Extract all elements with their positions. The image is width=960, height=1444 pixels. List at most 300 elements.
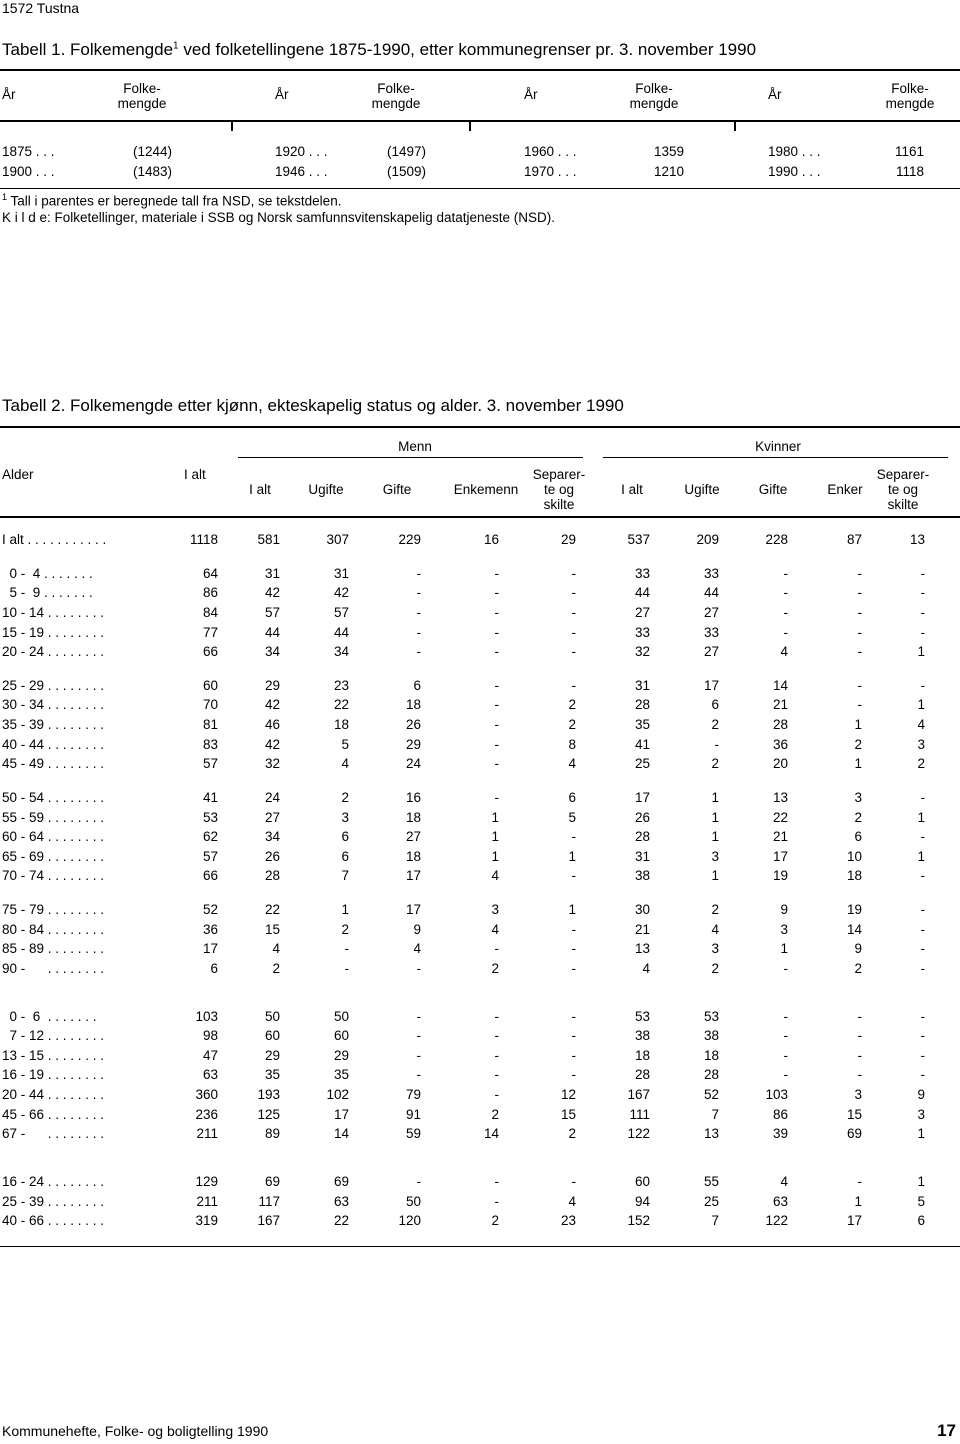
table-cell: - bbox=[494, 756, 499, 772]
table-cell: 33 bbox=[634, 624, 650, 640]
table-cell: - bbox=[857, 624, 862, 640]
table-cell: 1 bbox=[568, 902, 576, 918]
table2-col-total: I alt bbox=[184, 467, 206, 482]
table-cell: 5 bbox=[917, 1193, 925, 1209]
table-cell: 33 bbox=[703, 624, 719, 640]
table-cell: 60 bbox=[202, 677, 218, 693]
table-cell: 84 bbox=[202, 604, 218, 620]
table-cell: 26 bbox=[405, 717, 421, 733]
table-cell: 5 bbox=[568, 809, 576, 825]
table-cell: 13 bbox=[772, 789, 788, 805]
table1-year-cell: 1900 . . . bbox=[2, 164, 55, 179]
table1-title bbox=[2, 40, 756, 60]
table2-subheader-line: Separer- bbox=[532, 467, 586, 482]
table-cell: 6 bbox=[341, 848, 349, 864]
table-cell: 44 bbox=[703, 585, 719, 601]
table-row bbox=[0, 1213, 960, 1231]
table-cell: 87 bbox=[846, 532, 862, 547]
table-cell: 14 bbox=[483, 1126, 499, 1142]
table-cell: 6 bbox=[917, 1213, 925, 1229]
age-group-label: 40 - 44 . . . . . . . . bbox=[2, 736, 105, 752]
table1-year-cell: 1970 . . . bbox=[524, 164, 577, 179]
age-group-label: 0 - 6 . . . . . . . bbox=[2, 1008, 97, 1024]
table-cell: 66 bbox=[202, 868, 218, 884]
table-cell: 2 bbox=[341, 921, 349, 937]
table-cell: 22 bbox=[333, 697, 349, 713]
table-cell: 1 bbox=[711, 829, 719, 845]
table2-subheader-line: I alt bbox=[621, 482, 643, 497]
table-cell: 17 bbox=[405, 902, 421, 918]
table-cell: 22 bbox=[333, 1213, 349, 1229]
table-cell: - bbox=[783, 624, 788, 640]
table-cell: 53 bbox=[634, 1008, 650, 1024]
table-cell: - bbox=[416, 1047, 421, 1063]
table-cell: 31 bbox=[264, 565, 280, 581]
table-cell: - bbox=[571, 1067, 576, 1083]
table-cell: 15 bbox=[560, 1106, 576, 1122]
table-cell: 17 bbox=[634, 789, 650, 805]
table-cell: 31 bbox=[634, 848, 650, 864]
table-cell: 18 bbox=[333, 717, 349, 733]
table-cell: 211 bbox=[196, 1193, 218, 1209]
table-cell: 10 bbox=[846, 848, 862, 864]
table2-subheader-line: Ugifte bbox=[308, 482, 344, 497]
age-group-label: 60 - 64 . . . . . . . . bbox=[2, 829, 105, 845]
table-cell: 27 bbox=[405, 829, 421, 845]
table-cell: - bbox=[920, 677, 925, 693]
table2-subheader-line: te og bbox=[887, 482, 919, 497]
page-header: 1572 Tustna bbox=[2, 0, 80, 16]
age-group-label: 5 - 9 . . . . . . . bbox=[2, 585, 93, 601]
table-cell: - bbox=[920, 941, 925, 957]
table-cell: 3 bbox=[854, 789, 862, 805]
table-cell: 4 bbox=[917, 717, 925, 733]
table-cell: - bbox=[494, 697, 499, 713]
table-cell: 55 bbox=[703, 1174, 719, 1190]
table-row bbox=[0, 922, 960, 940]
table-cell: 2 bbox=[711, 756, 719, 772]
age-group-label: 25 - 39 . . . . . . . . bbox=[2, 1193, 105, 1209]
table-cell: 25 bbox=[634, 756, 650, 772]
table1-column-tick bbox=[734, 122, 736, 131]
table-cell: - bbox=[571, 604, 576, 620]
table-cell: 42 bbox=[264, 736, 280, 752]
table2-col-age: Alder bbox=[2, 467, 34, 482]
table2-group-women: Kvinner bbox=[755, 439, 801, 454]
table-cell: 1 bbox=[491, 829, 499, 845]
table-cell: - bbox=[494, 585, 499, 601]
table-cell: 38 bbox=[703, 1028, 719, 1044]
table-cell: - bbox=[783, 960, 788, 976]
table1-year-cell: 1990 . . . bbox=[768, 164, 821, 179]
table-cell: 52 bbox=[703, 1087, 719, 1103]
table1-col-pop-2-line2: mengde bbox=[371, 96, 421, 111]
table-cell: 103 bbox=[195, 1008, 218, 1024]
table-cell: 1 bbox=[491, 848, 499, 864]
table-cell: 211 bbox=[196, 1126, 218, 1142]
table-cell: 2 bbox=[711, 902, 719, 918]
table-cell: 18 bbox=[634, 1047, 650, 1063]
table-cell: 18 bbox=[405, 697, 421, 713]
table2-subheader-line: Enker bbox=[827, 482, 863, 497]
table-cell: 28 bbox=[772, 717, 788, 733]
table-cell: 1 bbox=[917, 809, 925, 825]
table-cell: 24 bbox=[405, 756, 421, 772]
table1-year-cell: 1946 . . . bbox=[275, 164, 328, 179]
table-cell: 3 bbox=[854, 1087, 862, 1103]
table-cell: - bbox=[783, 1067, 788, 1083]
table-cell: 15 bbox=[846, 1106, 862, 1122]
table-cell: - bbox=[857, 565, 862, 581]
table1-column-tick bbox=[231, 122, 233, 131]
table-cell: - bbox=[494, 1174, 499, 1190]
table-cell: - bbox=[857, 1047, 862, 1063]
table1-col-year-2: År bbox=[275, 87, 289, 102]
table-row bbox=[0, 1028, 960, 1046]
table-cell: 307 bbox=[326, 532, 349, 547]
table-cell: 17 bbox=[405, 868, 421, 884]
table-cell: 17 bbox=[703, 677, 719, 693]
table-cell: 2 bbox=[341, 789, 349, 805]
table-row bbox=[0, 1174, 960, 1192]
table-cell: 1 bbox=[711, 868, 719, 884]
table-cell: 360 bbox=[195, 1087, 218, 1103]
table-cell: 27 bbox=[634, 604, 650, 620]
table-cell: 6 bbox=[341, 829, 349, 845]
table-row bbox=[0, 605, 960, 623]
table-cell: 81 bbox=[202, 717, 218, 733]
table-cell: 52 bbox=[202, 902, 218, 918]
table-cell: 4 bbox=[711, 921, 719, 937]
table-cell: 6 bbox=[568, 789, 576, 805]
table-row bbox=[0, 941, 960, 959]
table-cell: 89 bbox=[264, 1126, 280, 1142]
table-cell: - bbox=[571, 624, 576, 640]
table-cell: 4 bbox=[272, 941, 280, 957]
table2-subheader-line: Gifte bbox=[758, 482, 788, 497]
table1-col-pop-2 bbox=[366, 81, 426, 111]
table-cell: 1 bbox=[568, 848, 576, 864]
table-cell: 2 bbox=[568, 717, 576, 733]
table-cell: 30 bbox=[634, 902, 650, 918]
age-group-label: 25 - 29 . . . . . . . . bbox=[2, 677, 105, 693]
table-cell: - bbox=[783, 565, 788, 581]
table-cell: - bbox=[416, 644, 421, 660]
table-cell: 18 bbox=[846, 868, 862, 884]
table-cell: 26 bbox=[634, 809, 650, 825]
table-cell: 14 bbox=[333, 1126, 349, 1142]
age-group-label: 15 - 19 . . . . . . . . bbox=[2, 624, 105, 640]
table2-subheader-line: Ugifte bbox=[684, 482, 720, 497]
table-cell: 24 bbox=[264, 789, 280, 805]
age-group-label: 55 - 59 . . . . . . . . bbox=[2, 809, 105, 825]
table1-source: K i l d e: Folketellinger, materiale i SSB og Norsk samfunnsvitenskapelig datatjeneste (NSD). bbox=[2, 210, 556, 225]
table-cell: 63 bbox=[202, 1067, 218, 1083]
age-group-label: 10 - 14 . . . . . . . . bbox=[2, 604, 105, 620]
table-cell: 28 bbox=[634, 697, 650, 713]
table-cell: 3 bbox=[917, 1106, 925, 1122]
table-cell: - bbox=[494, 644, 499, 660]
age-group-label: 45 - 66 . . . . . . . . bbox=[2, 1106, 105, 1122]
table-cell: 17 bbox=[333, 1106, 349, 1122]
table-cell: 4 bbox=[568, 756, 576, 772]
table-cell: 27 bbox=[264, 809, 280, 825]
table1-col-pop-1-line1: Folke- bbox=[123, 81, 161, 96]
table-cell: - bbox=[714, 736, 719, 752]
table-cell: 29 bbox=[264, 1047, 280, 1063]
table-cell: - bbox=[571, 1008, 576, 1024]
table-cell: - bbox=[571, 644, 576, 660]
table-cell: 1118 bbox=[189, 532, 218, 547]
table-cell: 41 bbox=[202, 789, 218, 805]
table-cell: 4 bbox=[568, 1193, 576, 1209]
table-cell: - bbox=[857, 1028, 862, 1044]
table-cell: 47 bbox=[202, 1047, 218, 1063]
page-footer-title: Kommunehefte, Folke- og boligtelling 1990 bbox=[2, 1423, 269, 1439]
table-cell: - bbox=[571, 1174, 576, 1190]
table-row bbox=[0, 566, 960, 584]
table-cell: 34 bbox=[264, 644, 280, 660]
table-cell: 57 bbox=[264, 604, 280, 620]
table-cell: 22 bbox=[772, 809, 788, 825]
table-row bbox=[0, 756, 960, 774]
table-cell: 26 bbox=[264, 848, 280, 864]
table-cell: 27 bbox=[703, 604, 719, 620]
table-cell: 86 bbox=[772, 1106, 788, 1122]
table1-title-text: Tabell 1. Folkemengde bbox=[2, 40, 174, 59]
table-cell: 4 bbox=[642, 960, 650, 976]
table-cell: - bbox=[920, 789, 925, 805]
table-cell: 46 bbox=[264, 717, 280, 733]
table1-col-pop-4-line2: mengde bbox=[885, 96, 935, 111]
age-group-label: 45 - 49 . . . . . . . . bbox=[2, 756, 105, 772]
table1-bottom-rule bbox=[0, 188, 960, 189]
table2-subheader-men-3 bbox=[352, 482, 442, 497]
table-cell: 17 bbox=[772, 848, 788, 864]
table-cell: - bbox=[416, 1067, 421, 1083]
age-group-label: 80 - 84 . . . . . . . . bbox=[2, 921, 105, 937]
table-cell: 21 bbox=[772, 829, 788, 845]
age-group-label: 20 - 24 . . . . . . . . bbox=[2, 644, 105, 660]
table-row bbox=[0, 585, 960, 603]
table-cell: 581 bbox=[257, 532, 280, 547]
table-cell: 122 bbox=[765, 1213, 788, 1229]
table-cell: 38 bbox=[634, 868, 650, 884]
table-cell: 23 bbox=[333, 677, 349, 693]
table-cell: 9 bbox=[413, 921, 421, 937]
table-cell: 94 bbox=[634, 1193, 650, 1209]
table-cell: 83 bbox=[202, 736, 218, 752]
table-cell: - bbox=[571, 868, 576, 884]
page-number: 17 bbox=[937, 1421, 956, 1440]
table-cell: - bbox=[494, 1087, 499, 1103]
table-cell: 41 bbox=[634, 736, 650, 752]
table2-subheader-women-5 bbox=[858, 467, 948, 512]
table-cell: 6 bbox=[854, 829, 862, 845]
table-row bbox=[0, 961, 960, 979]
table-cell: - bbox=[494, 941, 499, 957]
table-cell: 2 bbox=[272, 960, 280, 976]
age-group-label: 70 - 74 . . . . . . . . bbox=[2, 868, 105, 884]
table-cell: 1 bbox=[341, 902, 349, 918]
age-group-label: 35 - 39 . . . . . . . . bbox=[2, 717, 105, 733]
table-row bbox=[0, 868, 960, 886]
table2-subheader-line: Enkemenn bbox=[453, 482, 519, 497]
table1-population-cell: (1497) bbox=[386, 144, 426, 159]
table-cell: 64 bbox=[202, 565, 218, 581]
table-cell: 1 bbox=[711, 789, 719, 805]
table-cell: 2 bbox=[854, 809, 862, 825]
table2-header-rule bbox=[0, 516, 960, 518]
table-cell: 29 bbox=[333, 1047, 349, 1063]
table-cell: 77 bbox=[202, 624, 218, 640]
table-cell: 4 bbox=[491, 868, 499, 884]
table-cell: - bbox=[920, 829, 925, 845]
table-cell: 22 bbox=[264, 902, 280, 918]
table-cell: 1 bbox=[917, 697, 925, 713]
table-cell: 60 bbox=[264, 1028, 280, 1044]
table-row bbox=[0, 532, 960, 550]
table-cell: - bbox=[494, 1067, 499, 1083]
table-cell: 9 bbox=[854, 941, 862, 957]
table1-col-pop-4-line1: Folke- bbox=[891, 81, 929, 96]
table-cell: - bbox=[857, 697, 862, 713]
table1-col-pop-2-line1: Folke- bbox=[377, 81, 415, 96]
table-cell: 19 bbox=[846, 902, 862, 918]
table1-population-cell: 1118 bbox=[895, 164, 924, 179]
table-cell: 6 bbox=[711, 697, 719, 713]
table-cell: 1 bbox=[854, 717, 862, 733]
table-cell: 9 bbox=[780, 902, 788, 918]
table-cell: 60 bbox=[634, 1174, 650, 1190]
table1-footnote-mark: 1 bbox=[2, 192, 8, 202]
table-cell: 35 bbox=[333, 1067, 349, 1083]
table-cell: - bbox=[783, 585, 788, 601]
table-row bbox=[0, 678, 960, 696]
table-cell: 20 bbox=[772, 756, 788, 772]
table-cell: 69 bbox=[333, 1174, 349, 1190]
table-cell: - bbox=[783, 604, 788, 620]
table-cell: 2 bbox=[854, 960, 862, 976]
table-cell: 21 bbox=[634, 921, 650, 937]
table-cell: - bbox=[416, 585, 421, 601]
table-cell: 17 bbox=[202, 941, 218, 957]
table-cell: 28 bbox=[634, 829, 650, 845]
table1-col-year-1: År bbox=[2, 87, 16, 102]
table1-col-pop-1-line2: mengde bbox=[117, 96, 167, 111]
table-cell: 3 bbox=[917, 736, 925, 752]
table-cell: 1 bbox=[491, 809, 499, 825]
table-cell: - bbox=[571, 585, 576, 601]
table-cell: - bbox=[494, 736, 499, 752]
table-cell: 3 bbox=[711, 848, 719, 864]
table-cell: 2 bbox=[854, 736, 862, 752]
table-cell: - bbox=[920, 1008, 925, 1024]
table-cell: 167 bbox=[257, 1213, 280, 1229]
table-cell: 53 bbox=[703, 1008, 719, 1024]
table2-subheader-line: Gifte bbox=[382, 482, 412, 497]
table1-col-pop-1 bbox=[112, 81, 172, 111]
table1-footnote-text: Tall i parentes er beregnede tall fra NSD, se tekstdelen. bbox=[7, 193, 342, 209]
table-cell: 5 bbox=[341, 736, 349, 752]
table-cell: 4 bbox=[341, 756, 349, 772]
age-group-label: 0 - 4 . . . . . . . bbox=[2, 565, 93, 581]
table-cell: 31 bbox=[634, 677, 650, 693]
table-cell: - bbox=[571, 829, 576, 845]
table-cell: 6 bbox=[413, 677, 421, 693]
table2-subheader-line: I alt bbox=[249, 482, 271, 497]
table-row bbox=[0, 810, 960, 828]
age-group-label: 7 - 12 . . . . . . . . bbox=[2, 1028, 105, 1044]
table-cell: 2 bbox=[568, 1126, 576, 1142]
table-cell: 60 bbox=[333, 1028, 349, 1044]
table-cell: 16 bbox=[483, 532, 499, 547]
table-cell: - bbox=[857, 1174, 862, 1190]
table-cell: - bbox=[857, 1067, 862, 1083]
table-row bbox=[0, 790, 960, 808]
table-cell: 57 bbox=[202, 756, 218, 772]
table-cell: 36 bbox=[772, 736, 788, 752]
table2-subheader-line: skilte bbox=[543, 497, 575, 512]
table-cell: 228 bbox=[765, 532, 788, 547]
table-cell: 27 bbox=[703, 644, 719, 660]
table-cell: - bbox=[571, 1028, 576, 1044]
table1-population-cell: 1359 bbox=[653, 144, 684, 159]
table-cell: - bbox=[416, 565, 421, 581]
table-cell: - bbox=[920, 1067, 925, 1083]
table-cell: 7 bbox=[341, 868, 349, 884]
table-row bbox=[0, 1126, 960, 1144]
table-cell: 42 bbox=[333, 585, 349, 601]
table-cell: 2 bbox=[491, 1106, 499, 1122]
table-cell: - bbox=[571, 565, 576, 581]
table-cell: - bbox=[783, 1047, 788, 1063]
table1-col-pop-4 bbox=[880, 81, 940, 111]
table-cell: 537 bbox=[627, 532, 650, 547]
table-cell: 7 bbox=[711, 1106, 719, 1122]
table-cell: 2 bbox=[917, 756, 925, 772]
table-cell: 167 bbox=[627, 1087, 650, 1103]
age-group-label: 90 - . . . . . . . . bbox=[2, 960, 105, 976]
table-cell: 35 bbox=[634, 717, 650, 733]
table-cell: - bbox=[494, 604, 499, 620]
table-cell: 18 bbox=[405, 848, 421, 864]
table-cell: 38 bbox=[634, 1028, 650, 1044]
table-cell: 122 bbox=[627, 1126, 650, 1142]
table-cell: - bbox=[416, 960, 421, 976]
table1-population-cell: (1509) bbox=[386, 164, 426, 179]
age-group-label: 75 - 79 . . . . . . . . bbox=[2, 902, 105, 918]
table-cell: 16 bbox=[405, 789, 421, 805]
table-cell: 4 bbox=[413, 941, 421, 957]
table-cell: 44 bbox=[333, 624, 349, 640]
table-cell: 21 bbox=[772, 697, 788, 713]
table-cell: 23 bbox=[560, 1213, 576, 1229]
table-cell: - bbox=[571, 1047, 576, 1063]
table-cell: 209 bbox=[696, 532, 719, 547]
table-row bbox=[0, 717, 960, 735]
table-cell: 15 bbox=[264, 921, 280, 937]
table-cell: - bbox=[920, 1028, 925, 1044]
table-cell: 3 bbox=[780, 921, 788, 937]
table-cell: - bbox=[920, 565, 925, 581]
table-cell: - bbox=[494, 565, 499, 581]
table-cell: - bbox=[857, 677, 862, 693]
table-cell: 4 bbox=[780, 644, 788, 660]
table1-population-cell: (1244) bbox=[132, 144, 172, 159]
table-cell: - bbox=[416, 604, 421, 620]
table-cell: 32 bbox=[634, 644, 650, 660]
